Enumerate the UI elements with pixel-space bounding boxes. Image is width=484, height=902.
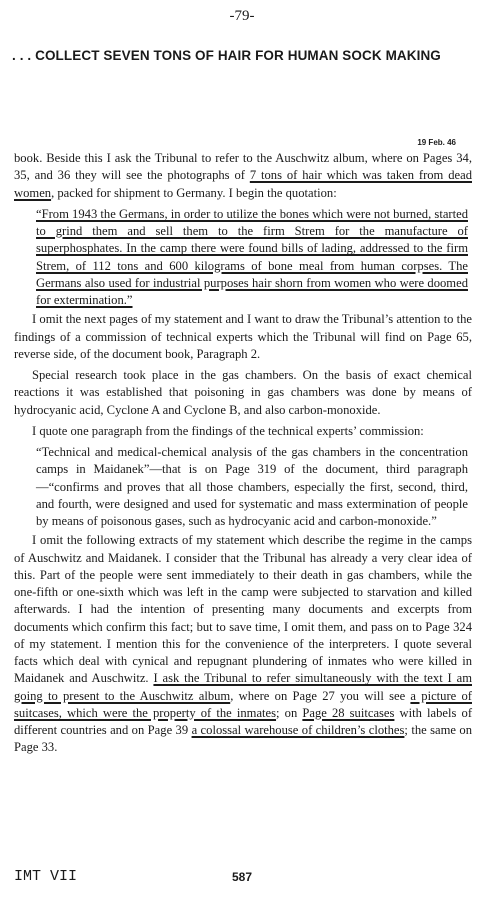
page-heading: . . . COLLECT SEVEN TONS OF HAIR FOR HUMAN SOCK MAKING <box>12 48 441 63</box>
underlined-phrase-hair: 7 tons of hair which was taken from dead women <box>14 168 472 200</box>
paragraph-1-text-a: book. Beside this I ask the Tribunal to refer to the Auschwitz album, where on Pages 34, 35, and 36 they will see the photographs of <box>14 151 472 183</box>
quotation-gas-chambers: “Technical and medical-chemical analysis of the gas chambers in the concentration camps in Maidanek”—that is on Page 319 of the document, third paragraph—“confirms and proves that all those chambers, especially the first, second, third, and fourth, were designed and used for systematic and mass extermination of people by means of poisonous gases, such as hydrocyanic acid and carbon-monoxide.” <box>36 445 468 528</box>
paragraph-5-text-e: ; the same on Page 33. <box>14 723 472 755</box>
paragraph-5-text-a: I omit the following extracts of my statement which describe the regime in the camps of Auschwitz and Maidanek. I consider that the Tribunal has already a very clear idea of this. Part of the people were sent immediately to their death in gas chambers, while the one-fifth or one-sixth which was left in the camp were subjected to starvation and killed afterwards. I had the intention of presenting many documents and excerpts from documents which confirm this fact; but to save time, I omit them, and pass on to Page 324 of my statement. I mention this for the convenience of the interpreters. I quote several facts which deal with cynical and repugnant plundering of inmates who were killed in Maidanek and Auschwitz. <box>14 533 472 686</box>
footer-volume: IMT VII <box>14 868 78 885</box>
quotation-bones: “From 1943 the Germans, in order to utilize the bones which were not burned, started to grind them and sell them to the firm Strem for the manufacture of superphosphates. In the camp there were found bills of lading, addressed to the firm Strem, of 112 tons and 600 kilograms of bone meal from human corpses. The Germans also used for industrial purposes hair shorn from women who were doomed for extermination.” <box>36 206 468 307</box>
top-page-number: -79- <box>229 8 255 24</box>
underlined-phrase-suitcases: a picture of suitcases, which were the property of the inmates <box>14 688 472 720</box>
document-body <box>14 150 472 761</box>
paragraph-5-text-c: ; on <box>276 705 303 720</box>
footer-page-number: 587 <box>231 870 253 884</box>
paragraph-1-text-b: , packed for shipment to Germany. I begin the quotation: <box>51 185 337 200</box>
paragraph-5-text-b: , where on Page 27 you will see <box>230 688 411 703</box>
date-stamp: 19 Feb. 46 <box>417 138 456 147</box>
paragraph-5 <box>14 532 472 756</box>
paragraph-1 <box>14 150 472 202</box>
paragraph-5-text-d: with labels of different countries and on Page 39 <box>14 705 473 737</box>
underlined-phrase-page-28: Page 28 suitcases <box>302 705 395 720</box>
underlined-phrase-album: I ask the Tribunal to refer simultaneously with the text I am going to present to the Auschwitz album <box>14 671 472 703</box>
underlined-phrase-warehouse: a colossal warehouse of children’s clothes <box>191 723 405 737</box>
paragraph-4: I quote one paragraph from the findings of the technical experts’ commission: <box>32 423 424 438</box>
paragraph-3: Special research took place in the gas chambers. On the basis of exact chemical reactions it was established that poisoning in gas chambers was done by means of hydrocyanic acid, Cyclone A and Cyclone B, and also carbon-monoxide. <box>14 368 472 417</box>
paragraph-2: I omit the next pages of my statement and I want to draw the Tribunal’s attention to the findings of a commission of technical experts which the Tribunal will find on Page 65, reverse side, of the document book, Paragraph 2. <box>14 312 472 361</box>
